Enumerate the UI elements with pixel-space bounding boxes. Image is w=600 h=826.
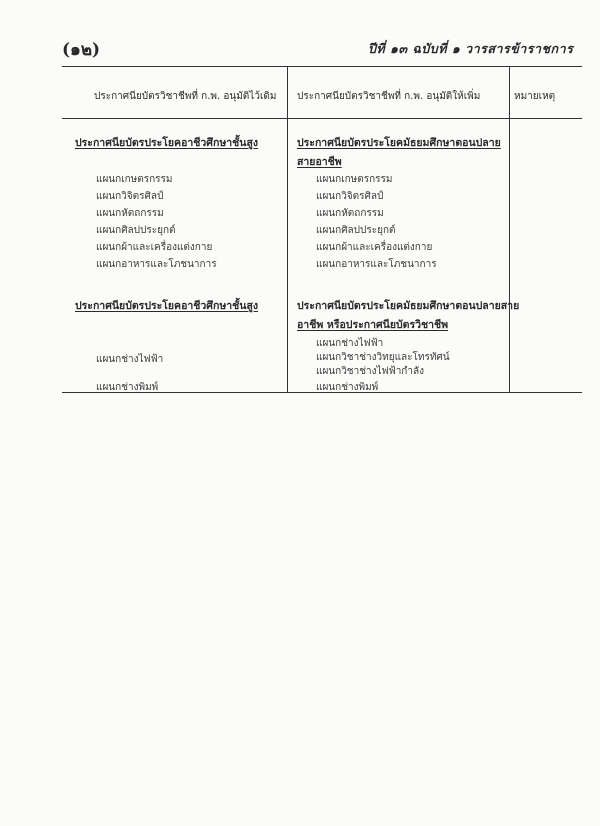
right-item: แผนกช่างพิมพ์ [316,382,379,393]
left-item: แผนกอาหารและโภชนาการ [96,259,217,270]
left-item: แผนกช่างพิมพ์ [96,382,159,393]
right-item: แผนกศิลปประยุกต์ [316,225,396,236]
left-section-1-title: ประกาศนียบัตรประโยคอาชีวศึกษาชั้นสูง [75,137,258,149]
right-item: แผนกวิชาช่างวิทยุและโทรทัศน์ [316,352,450,363]
column-divider-1 [287,67,288,392]
right-section-2-title-line1: ประกาศนียบัตรประโยคมัธยมศึกษาตอนปลายสาย [297,300,520,312]
column-header-added: ประกาศนียบัตรวิชาชีพที่ ก.พ. อนุมัติให้เพิ่ม [297,91,481,102]
right-section-1-title-line1: ประกาศนียบัตรประโยคมัธยมศึกษาตอนปลาย [297,137,501,149]
running-head: ปีที่ ๑๓ ฉบับที่ ๑ วารสารข้าราชการ [368,41,574,56]
column-divider-2 [509,67,510,392]
header-rule [62,118,582,119]
page-number: (๑๒) [62,40,101,60]
right-item: แผนกเกษตรกรรม [316,174,393,185]
left-item: แผนกเกษตรกรรม [96,174,173,185]
right-item: แผนกหัตถกรรม [316,208,384,219]
left-item: แผนกช่างไฟฟ้า [96,354,164,365]
right-item: แผนกวิจิตรศิลป์ [316,191,384,202]
column-header-original: ประกาศนียบัตรวิชาชีพที่ ก.พ. อนุมัติไว้เดิม [94,91,277,102]
left-section-2-title: ประกาศนียบัตรประโยคอาชีวศึกษาชั้นสูง [75,300,258,312]
left-item: แผนกผ้าและเครื่องแต่งกาย [96,242,213,253]
right-section-1-title-line2: สายอาชีพ [297,156,342,168]
left-item: แผนกศิลปประยุกต์ [96,225,176,236]
left-item: แผนกหัตถกรรม [96,208,164,219]
column-header-remarks: หมายเหตุ [514,91,556,102]
right-item: แผนกอาหารและโภชนาการ [316,259,437,270]
right-item: แผนกผ้าและเครื่องแต่งกาย [316,242,433,253]
right-item: แผนกวิชาช่างไฟฟ้ากำลัง [316,366,424,377]
table-top-rule [62,66,582,67]
left-item: แผนกวิจิตรศิลป์ [96,191,164,202]
right-item: แผนกช่างไฟฟ้า [316,338,384,349]
right-section-2-title-line2: อาชีพ หรือประกาศนียบัตรวิชาชีพ [297,319,449,331]
